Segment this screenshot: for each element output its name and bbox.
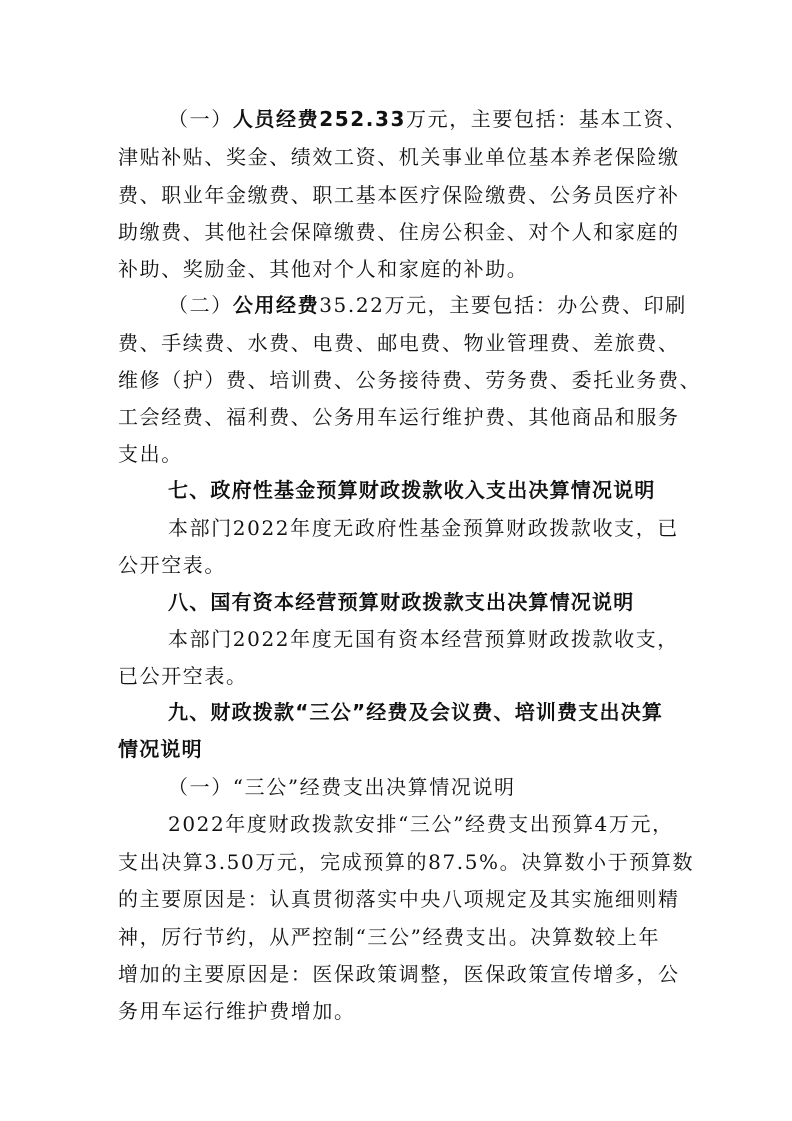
paragraph-line: 神，厉行节约，从严控制“三公”经费支出。决算数较上年 [118,925,661,949]
section-heading-9-line-1: 九、财政拨款“三公”经费及会议费、培训费支出决算 [168,700,664,724]
paragraph-line: 补助、奖励金、其他对个人和家庭的补助。 [118,257,529,281]
paragraph-line: 助缴费、其他社会保障缴费、住房公积金、对个人和家庭的 [118,220,680,244]
paragraph-line: 公开空表。 [118,553,226,577]
paragraph-line: 的主要原因是：认真贯彻落实中央八项规定及其实施细则精 [118,887,680,911]
public-expense-line-1 [168,289,687,321]
personnel-expense-line-1 [168,103,687,135]
paragraph-line: 费、职业年金缴费、职工基本医疗保险缴费、公务员医疗补 [118,183,680,207]
paragraph-line: 费、手续费、水费、电费、邮电费、物业管理费、差旅费、 [118,331,680,355]
paragraph-line: 支出。 [118,442,183,466]
section-heading-7: 七、政府性基金预算财政拨款收入支出决算情况说明 [168,478,656,502]
section-heading-8: 八、国有资本经营预算财政拨款支出决算情况说明 [168,590,635,614]
public-label: （二） [168,293,233,317]
paragraph-line: 2022年度财政拨款安排“三公”经费支出预算4万元， [168,812,674,836]
paragraph-line: 支出决算3.50万元，完成预算的87.5%。决算数小于预算数 [118,850,695,874]
public-line1-rest: 35.22万元，主要包括：办公费、印刷 [319,293,687,317]
paragraph-line: 增加的主要原因是：医保政策调整，医保政策宣传增多，公 [118,962,680,986]
paragraph-line: 务用车运行维护费增加。 [118,999,356,1023]
subsection-heading: （一）“三公”经费支出决算情况说明 [168,775,516,799]
personnel-title: 人员经费 [232,107,320,131]
paragraph-line: 工会经费、福利费、公务用车运行维护费、其他商品和服务 [118,405,680,429]
personnel-line1-rest: 万元，主要包括：基本工资、 [406,107,687,131]
personnel-amount: 252.33 [319,107,406,131]
section-heading-9-line-2: 情况说明 [118,737,203,761]
public-title: 公用经费 [232,293,320,317]
paragraph-line: 维修（护）费、培训费、公务接待费、劳务费、委托业务费、 [118,368,702,392]
paragraph-line: 津贴补贴、奖金、绩效工资、机关事业单位基本养老保险缴 [118,145,680,169]
paragraph-line: 本部门2022年度无国有资本经营预算财政拨款收支， [168,627,679,651]
paragraph-line: 本部门2022年度无政府性基金预算财政拨款收支，已 [168,516,679,540]
paragraph-line: 已公开空表。 [118,664,248,688]
personnel-label: （一） [168,107,233,131]
